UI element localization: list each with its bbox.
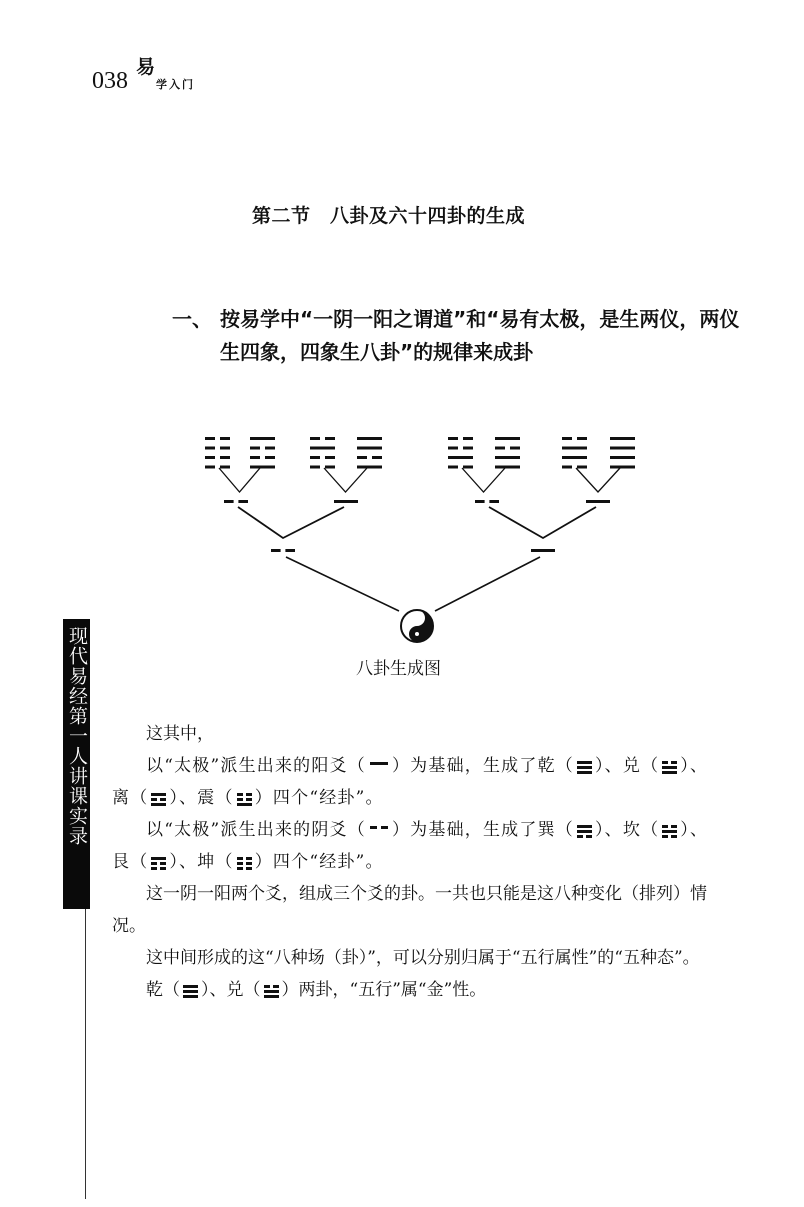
branch-line (462, 468, 505, 492)
paragraph-text: ）为基础，生成了巽（ (391, 820, 574, 840)
branch-line (489, 507, 596, 538)
yin-line (448, 437, 458, 440)
paragraph-text: ）、震（ (169, 788, 234, 808)
yin-line (489, 500, 499, 503)
yin-yao-icon (368, 823, 390, 833)
body-text (112, 718, 722, 1006)
yin-line (463, 466, 473, 469)
li-trigram-icon (150, 791, 167, 806)
yin-line (562, 466, 572, 469)
yin-line (205, 437, 215, 440)
yin-line (325, 466, 335, 469)
yang-line (562, 456, 587, 459)
yin-line (310, 437, 320, 440)
yin-line (463, 447, 473, 450)
paragraph-text: 这一阴一阳两个爻，组成三个爻的卦。一共也只能是这八种变化（排列）情况。 (112, 884, 707, 936)
kun-trigram-icon (236, 855, 253, 870)
yin-line (265, 447, 275, 450)
yang-line (357, 466, 382, 469)
heading-number: 一、 (172, 307, 212, 331)
yin-line (495, 447, 505, 450)
yin-line (285, 549, 295, 552)
zhen-trigram-icon (236, 791, 253, 806)
taiji-yin-yang-icon (401, 610, 433, 642)
margin-rule (85, 909, 86, 1199)
yang-line (531, 549, 555, 552)
paragraph-text: ）、兑（ (594, 756, 660, 776)
branch-line (324, 468, 367, 492)
yin-line (448, 447, 458, 450)
yang-line (250, 466, 275, 469)
diagram-caption: 八卦生成图 (356, 659, 441, 679)
yang-line (357, 437, 382, 440)
paragraph (112, 814, 722, 878)
yang-yao-icon (368, 759, 390, 769)
paragraph-text: 以“太极”派生出来的阴爻（ (146, 820, 366, 840)
yin-line (562, 437, 572, 440)
paragraph (112, 974, 722, 1006)
yang-line (448, 456, 473, 459)
yin-line (205, 456, 215, 459)
yin-line (250, 447, 260, 450)
yin-line (325, 437, 335, 440)
yang-line (610, 456, 635, 459)
yang-line (495, 456, 520, 459)
yang-line (610, 466, 635, 469)
yin-line (577, 437, 587, 440)
paragraph-text: ）、离（ (112, 756, 709, 808)
branch-line (219, 468, 260, 492)
branch-line (435, 557, 540, 611)
yin-line (357, 456, 367, 459)
yin-line (224, 500, 234, 503)
heading-text: 按易学中“一阴一阳之谓道”和“易有太极，是生两仪，两仪生四象，四象生八卦”的规律来成卦 (220, 307, 740, 364)
paragraph-text: 这其中， (146, 724, 214, 744)
yin-line (463, 437, 473, 440)
paragraph-text: 以“太极”派生出来的阳爻（ (146, 756, 366, 776)
yang-line (495, 466, 520, 469)
paragraph-text: 这中间形成的这“八种场（卦）”，可以分别归属于“五行属性”的“五种态”。 (146, 948, 700, 968)
yin-line (265, 456, 275, 459)
paragraph-text: ）、坎（ (594, 820, 660, 840)
branch-line (286, 557, 399, 611)
yin-line (372, 456, 382, 459)
paragraph (112, 942, 722, 974)
gen-trigram-icon (150, 855, 167, 870)
yang-line (310, 447, 335, 450)
branch-line (238, 507, 344, 538)
paragraph-text: 乾（ (146, 980, 180, 1000)
yin-line (577, 466, 587, 469)
yang-line (334, 500, 358, 503)
yang-line (610, 437, 635, 440)
kan-trigram-icon (661, 823, 678, 838)
yin-line (510, 447, 520, 450)
yin-line (310, 466, 320, 469)
section-title: 第二节 八卦及六十四卦的生成 (252, 205, 526, 227)
paragraph-text: ）、艮（ (112, 820, 709, 872)
yang-line (610, 447, 635, 450)
dui-trigram-icon (263, 983, 280, 998)
yang-line (562, 447, 587, 450)
yin-line (325, 456, 335, 459)
yin-line (220, 447, 230, 450)
running-title-small: 学入门 (156, 78, 195, 91)
yin-line (205, 466, 215, 469)
yang-line (586, 500, 610, 503)
yin-line (205, 447, 215, 450)
yin-line (238, 500, 248, 503)
paragraph-text: ）四个“经卦”。 (254, 788, 384, 808)
yang-line (250, 437, 275, 440)
xun-trigram-icon (576, 823, 593, 838)
branch-line (576, 468, 620, 492)
paragraph-text: ）、兑（ (201, 980, 261, 1000)
yin-line (448, 466, 458, 469)
yin-line (220, 456, 230, 459)
yin-line (220, 437, 230, 440)
paragraph (112, 718, 722, 750)
page-number: 038 (92, 68, 128, 94)
running-title-big: 易 (136, 56, 156, 78)
paragraph-text: ）、坤（ (169, 852, 234, 872)
yang-line (495, 437, 520, 440)
paragraph-text: ）四个“经卦”。 (254, 852, 384, 872)
qian-trigram-icon (576, 759, 593, 774)
dui-trigram-icon (661, 759, 678, 774)
yin-line (475, 500, 485, 503)
qian-trigram-icon (182, 983, 199, 998)
paragraph (112, 878, 722, 942)
paragraph-text: ）为基础，生成了乾（ (391, 756, 574, 776)
yin-line (271, 549, 281, 552)
paragraph (112, 750, 722, 814)
paragraph-text: ）两卦，“五行”属“金”性。 (281, 980, 487, 1000)
side-tab-text: 现代易经第一人讲课实录 (66, 626, 88, 846)
yin-line (220, 466, 230, 469)
yin-line (310, 456, 320, 459)
yang-line (357, 447, 382, 450)
yin-line (250, 456, 260, 459)
